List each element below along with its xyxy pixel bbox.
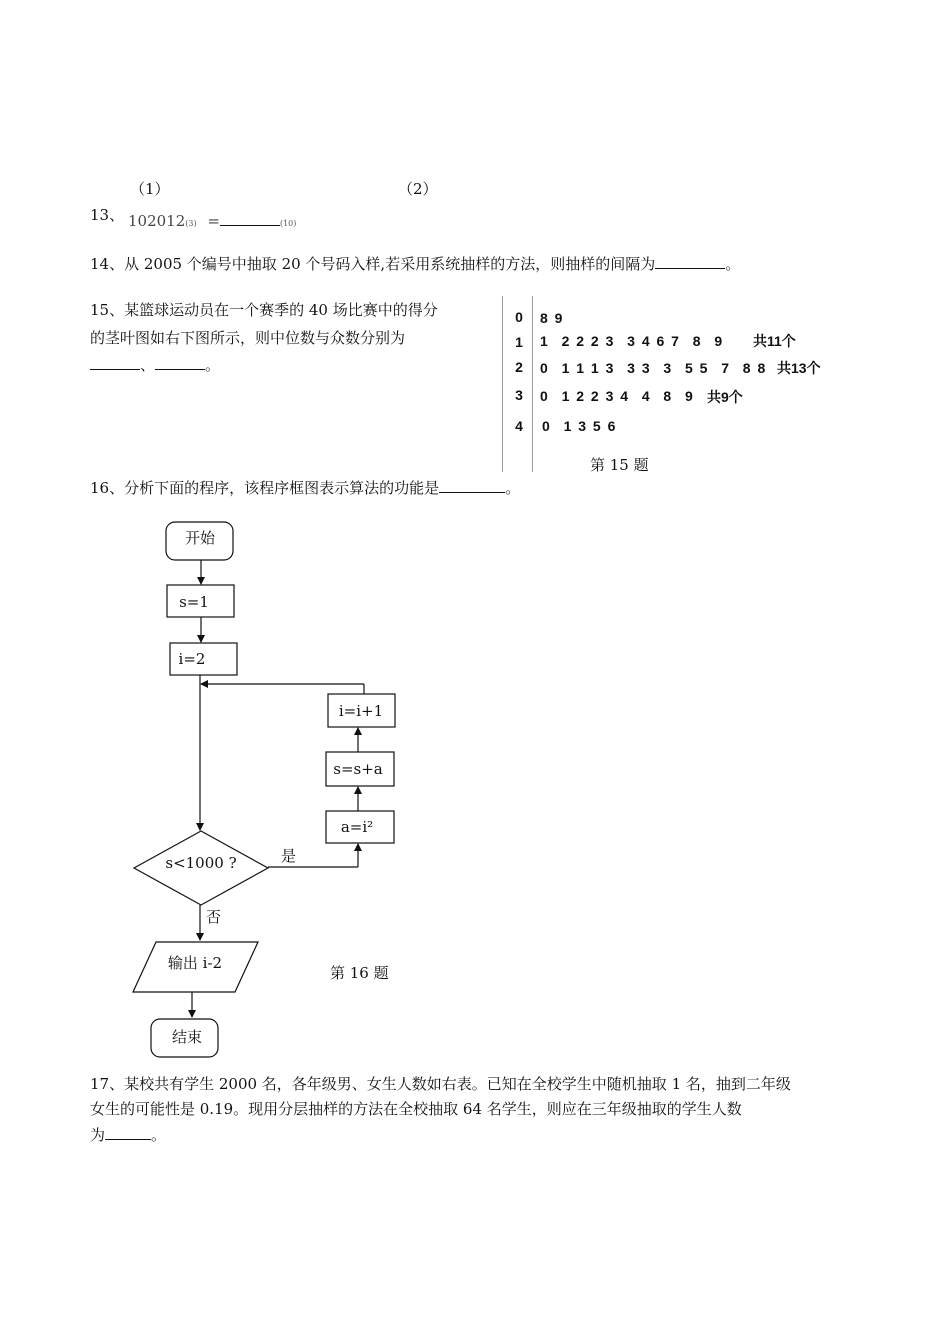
leaf-total-row-1: 共11个	[753, 333, 796, 349]
flow-output-label: 输出 i-2	[167, 954, 223, 972]
stem-row-4: 4	[515, 418, 523, 434]
q15-line2: 的茎叶图如右下图所示，则中位数与众数分别为	[90, 329, 406, 347]
q16-caption: 第 16 题	[330, 964, 389, 982]
flow-yes-label: 是	[281, 847, 297, 865]
q15-caption: 第 15 题	[590, 456, 649, 474]
q17-line1: 17、某校共有学生 2000 名，各年级男、女生人数如右表。已知在全校学生中随机抽取 1 名，抽到二年级	[90, 1075, 791, 1093]
flow-s-init-label: s=1	[179, 593, 209, 611]
leaf-row-0: 8 9	[540, 310, 563, 326]
stem-row-3: 3	[515, 387, 523, 403]
flow-condition-label: s<1000 ?	[165, 854, 237, 872]
stem-row-2: 2	[515, 359, 523, 375]
leaf-row-2: 0 1 1 1 3 3 3 3 5 5 7 8 8	[540, 360, 766, 376]
flow-i-init-label: i=2	[178, 650, 206, 668]
q13-value: 102012	[128, 212, 186, 230]
q15-line1: 15、某篮球运动员在一个赛季的 40 场比赛中的得分	[90, 301, 438, 319]
q13-base-from: (3)	[185, 219, 197, 228]
q17-line2: 女生的可能性是 0.19。现用分层抽样的方法在全校抽取 64 名学生，则应在三年级抽取的学生人数	[90, 1100, 742, 1118]
q15-sep: 、	[140, 356, 156, 374]
flow-end-label: 结束	[171, 1028, 203, 1046]
stem-row-1: 1	[515, 334, 523, 350]
leaf-row-3: 0 1 2 2 3 4 4 8 9	[540, 388, 693, 404]
q17-line3	[90, 1124, 166, 1145]
q13-part2-label: （2）	[398, 180, 438, 198]
q17-end: 。	[151, 1126, 167, 1144]
flow-no-label: 否	[206, 908, 222, 926]
leaf-total-row-2: 共13个	[777, 360, 821, 376]
q13-base-to: (10)	[279, 219, 297, 228]
leaf-row-1: 1 2 2 2 3 3 4 6 7 8 9	[540, 333, 723, 349]
q15-end: 。	[205, 356, 221, 374]
q13-number: 13、	[90, 206, 125, 224]
flow-s-update-label: s=s+a	[333, 760, 383, 778]
q16-end: 。	[505, 479, 521, 497]
flow-i-update-label: i=i+1	[338, 702, 384, 720]
q13-equals: =	[207, 212, 220, 230]
q16-text: 16、分析下面的程序，该程序框图表示算法的功能是	[90, 479, 440, 497]
leaf-row-4: 0 1 3 5 6	[542, 418, 616, 434]
q17-line3-text: 为	[90, 1126, 106, 1144]
stem-row-0: 0	[515, 309, 523, 325]
flow-a-assign-label: a=i²	[340, 818, 374, 836]
q14-end: 。	[725, 255, 741, 273]
q17-answer-blank[interactable]	[105, 1125, 151, 1140]
q13-part1-label: （1）	[130, 180, 170, 198]
q14-text: 14、从 2005 个编号中抽取 20 个号码入样,若采用系统抽样的方法，则抽样的间隔为	[90, 255, 656, 273]
flow-start-label: 开始	[184, 529, 216, 547]
leaf-total-row-3: 共9个	[707, 389, 743, 405]
